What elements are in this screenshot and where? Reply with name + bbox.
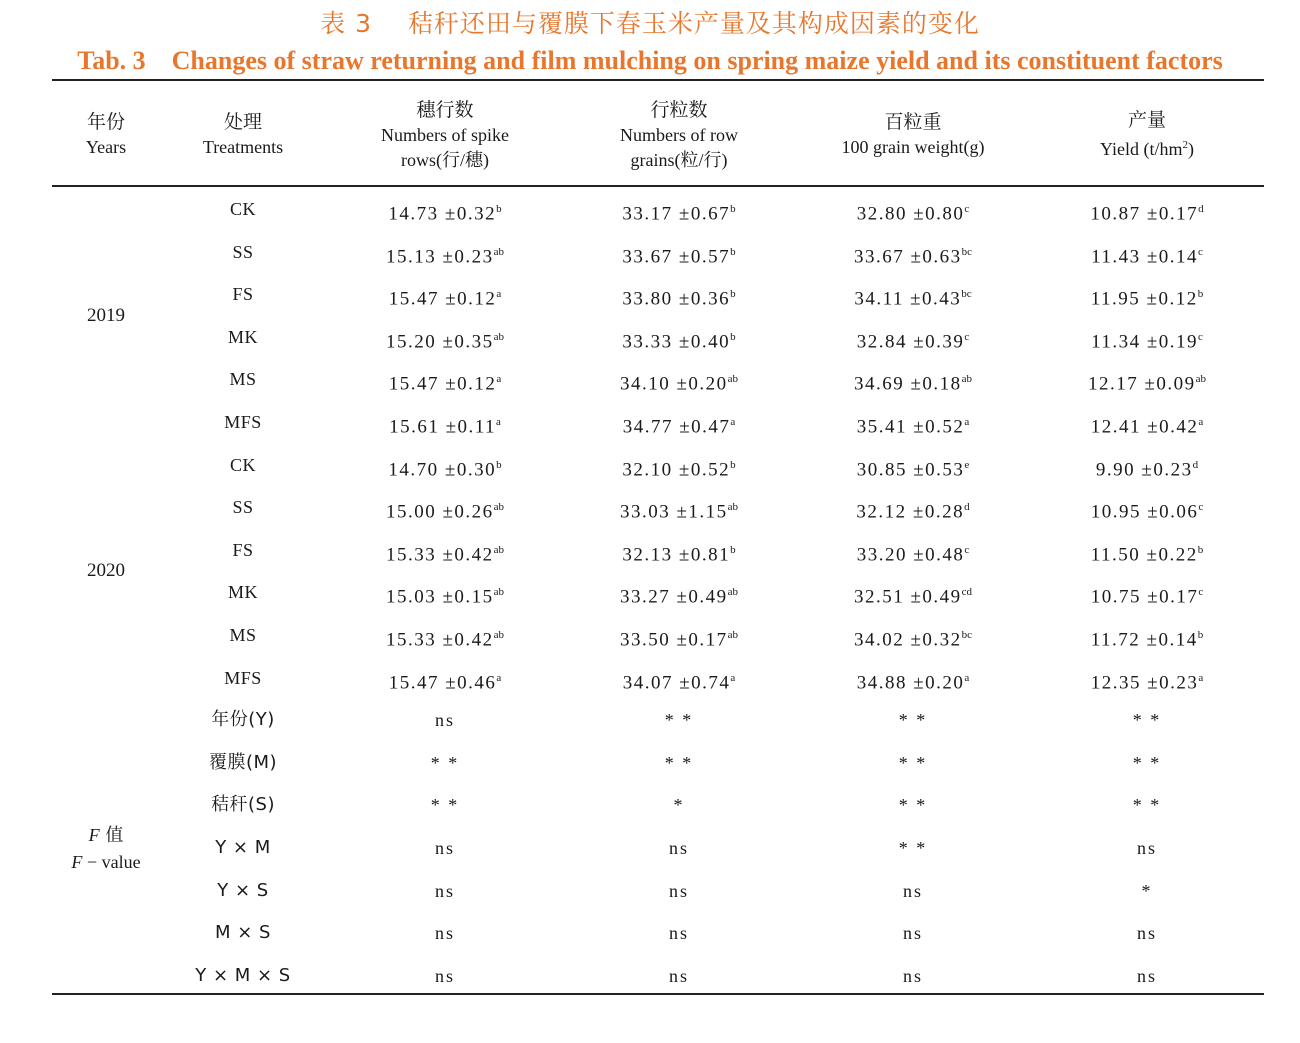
data-cell (1032, 614, 1262, 657)
f-significance: ns (668, 923, 689, 944)
data-cell (330, 316, 560, 359)
data-cell (1032, 358, 1262, 401)
cell-value: 32.80 ±0.80 (856, 203, 965, 225)
cell-value: 32.12 ±0.28 (856, 501, 965, 523)
f-significance: ns (668, 838, 689, 858)
significance-letter: a (496, 671, 502, 684)
cell-value: 33.50 ±0.17 (619, 629, 728, 651)
treatment-label: SS (232, 497, 254, 518)
f-source-label: 秸秆(S) (211, 794, 275, 816)
treatment-label: SS (232, 241, 254, 262)
cell-value: 11.95 ±0.12 (1090, 288, 1198, 310)
f-source-label: 覆膜(M) (208, 751, 278, 773)
cell-value: 15.13 ±0.23 (385, 245, 494, 267)
significance-letter: a (496, 288, 502, 301)
significance-letter: a (496, 416, 501, 428)
cell-value: 15.33 ±0.42 (385, 629, 494, 651)
cell-value: 34.69 ±0.18 (853, 373, 962, 395)
f-significance: * * (1132, 752, 1162, 773)
significance-letter: ab (727, 501, 739, 514)
f-significance: * * (898, 752, 928, 773)
data-cell (798, 401, 1028, 444)
treatment-label: CK (229, 454, 256, 475)
f-significance: * * (898, 838, 928, 858)
top-rule (52, 79, 1264, 81)
significance-letter: ab (493, 543, 505, 556)
significance-letter: a (964, 671, 970, 684)
significance-letter: bc (961, 629, 973, 641)
cell-value: 30.85 ±0.53 (856, 458, 965, 480)
significance-letter: b (730, 458, 736, 471)
significance-letter: b (730, 245, 736, 258)
significance-letter: ab (727, 586, 739, 599)
data-cell (798, 273, 1028, 316)
f-significance: ns (434, 923, 455, 944)
treatment-label: FS (232, 539, 254, 560)
year-label: 2020 (87, 560, 125, 582)
data-cell (330, 529, 560, 572)
significance-letter: c (1198, 501, 1204, 514)
f-significance: * * (898, 795, 928, 816)
f-significance: * * (664, 710, 694, 731)
cell-value: 32.13 ±0.81 (622, 544, 731, 566)
f-significance: ns (668, 965, 689, 986)
significance-letter: b (730, 543, 736, 556)
cell-value: 14.73 ±0.32 (388, 203, 497, 225)
significance-letter: e (964, 458, 970, 471)
f-significance: ns (434, 710, 455, 731)
treatment-label: MFS (224, 667, 262, 688)
data-cell (798, 529, 1028, 572)
table-title-cn (0, 4, 1300, 40)
cell-value: 10.95 ±0.06 (1090, 501, 1199, 523)
f-significance: * * (1132, 795, 1162, 816)
data-cell (1032, 571, 1262, 614)
significance-letter: a (730, 416, 736, 428)
data-cell (1032, 316, 1262, 359)
treatment-label: CK (229, 199, 256, 219)
data-cell (1032, 188, 1262, 231)
header-row-grains: 行粒数 Numbers of row grains(粒/行) (620, 98, 738, 170)
f-significance: * * (664, 752, 694, 773)
data-cell (1032, 444, 1262, 487)
f-significance: ns (434, 965, 455, 986)
cell-value: 10.75 ±0.17 (1090, 586, 1199, 608)
significance-letter: ab (493, 330, 505, 343)
significance-letter: ab (493, 245, 505, 258)
cell-value: 32.51 ±0.49 (853, 586, 962, 608)
cell-value: 15.00 ±0.26 (385, 501, 494, 523)
data-cell (330, 657, 560, 700)
significance-letter: d (1198, 203, 1204, 215)
cell-value: 12.41 ±0.42 (1090, 416, 1199, 438)
cell-value: 15.47 ±0.46 (388, 671, 497, 693)
table-number-cn: 表 3 (320, 9, 373, 38)
cell-value: 33.67 ±0.63 (853, 245, 962, 267)
significance-letter: ab (493, 501, 505, 514)
cell-value: 34.77 ±0.47 (622, 416, 731, 438)
f-significance: ns (902, 965, 923, 986)
significance-letter: ab (727, 373, 739, 386)
significance-letter: ab (493, 586, 505, 599)
data-cell (798, 657, 1028, 700)
treatment-label: MS (229, 369, 257, 390)
f-significance: ns (668, 880, 689, 901)
cell-value: 11.72 ±0.14 (1090, 629, 1198, 651)
table-caption-en: Changes of straw returning and film mulching on spring maize yield and its constituent factors (171, 46, 1223, 75)
significance-letter: b (1197, 629, 1204, 641)
significance-letter: c (1198, 245, 1203, 258)
data-cell (564, 401, 794, 444)
f-significance: ns (1136, 965, 1157, 986)
data-cell (330, 486, 560, 529)
treatment-label: FS (232, 284, 254, 305)
cell-value: 15.47 ±0.12 (388, 288, 497, 310)
cell-value: 15.20 ±0.35 (385, 331, 494, 353)
data-cell (798, 486, 1028, 529)
cell-value: 32.84 ±0.39 (856, 331, 965, 353)
f-significance: * * (898, 710, 928, 731)
data-cell (564, 614, 794, 657)
f-significance: ns (902, 880, 923, 901)
treatment-label: MS (229, 625, 257, 645)
cell-value: 11.43 ±0.14 (1091, 245, 1199, 267)
header-yield: 产量 Yield $(t/hm^2)$ (1100, 109, 1194, 159)
significance-letter: c (1198, 586, 1204, 599)
significance-letter: cd (961, 586, 973, 599)
f-significance: ns (902, 923, 923, 944)
data-cell (564, 486, 794, 529)
cell-value: 15.47 ±0.12 (388, 373, 497, 395)
data-cell (1032, 486, 1262, 529)
table-title-en (0, 46, 1300, 76)
data-cell (564, 188, 794, 231)
data-cell (330, 358, 560, 401)
f-source-label: Y × M (215, 837, 271, 858)
f-source-label: Y × M × S (195, 964, 291, 986)
cell-value: 34.02 ±0.32 (853, 629, 962, 651)
data-cell (1032, 529, 1262, 572)
data-cell (564, 444, 794, 487)
data-cell (564, 358, 794, 401)
cell-value: 33.27 ±0.49 (619, 586, 728, 608)
data-cell (564, 231, 794, 274)
data-cell (564, 273, 794, 316)
cell-value: 34.10 ±0.20 (619, 373, 728, 395)
data-cell (798, 358, 1028, 401)
f-significance: * * (430, 795, 460, 816)
data-cell (564, 657, 794, 700)
cell-value: 9.90 ±0.23 (1095, 458, 1193, 480)
data-cell (1032, 273, 1262, 316)
data-cell (1032, 231, 1262, 274)
data-cell (330, 444, 560, 487)
f-value-label: F 值 F − value (71, 825, 141, 873)
significance-letter: a (730, 671, 736, 684)
treatment-label: MFS (224, 412, 262, 432)
cell-value: 34.88 ±0.20 (856, 671, 965, 693)
significance-letter: b (1197, 543, 1204, 556)
cell-value: 14.70 ±0.30 (388, 458, 497, 480)
data-cell (798, 571, 1028, 614)
data-cell (798, 614, 1028, 657)
cell-value: 34.11 ±0.43 (854, 288, 962, 310)
cell-value: 15.61 ±0.11 (389, 416, 497, 438)
significance-letter: c (964, 203, 970, 215)
data-cell (564, 571, 794, 614)
significance-letter: d (1192, 458, 1199, 471)
significance-letter: ab (1195, 373, 1207, 386)
significance-letter: c (964, 330, 970, 343)
f-source-label: M × S (215, 922, 271, 944)
data-cell (798, 316, 1028, 359)
cell-value: 15.33 ±0.42 (385, 544, 494, 566)
data-cell (798, 188, 1028, 231)
significance-letter: b (730, 203, 736, 215)
data-cell (330, 188, 560, 231)
cell-value: 35.41 ±0.52 (856, 416, 965, 438)
significance-letter: bc (961, 288, 972, 301)
header-year: 年份 Years (85, 111, 127, 157)
significance-letter: b (730, 330, 736, 343)
significance-letter: d (964, 501, 970, 514)
cell-value: 33.20 ±0.48 (856, 544, 965, 566)
data-cell (330, 571, 560, 614)
f-significance: * * (1132, 710, 1162, 731)
data-cell (330, 401, 560, 444)
f-significance: ns (1136, 838, 1157, 858)
significance-letter: ab (727, 629, 739, 641)
cell-value: 11.50 ±0.22 (1090, 544, 1198, 566)
significance-letter: a (1198, 671, 1204, 684)
f-significance: * (1141, 880, 1153, 901)
header-spike-rows: 穗行数 Numbers of spike rows(行/穗) (381, 98, 509, 170)
cell-value: 12.17 ±0.09 (1087, 373, 1196, 395)
significance-letter: ab (961, 373, 973, 386)
cell-value: 33.33 ±0.40 (622, 331, 731, 353)
table-caption-cn: 秸秆还田与覆膜下春玉米产量及其构成因素的变化 (407, 9, 980, 38)
cell-value: 33.03 ±1.15 (619, 501, 728, 523)
cell-value: 10.87 ±0.17 (1090, 203, 1199, 225)
data-cell (330, 614, 560, 657)
table-number-en: Tab. 3 (77, 46, 146, 75)
f-source-label: Y × S (217, 879, 269, 901)
significance-letter: b (730, 288, 736, 301)
data-cell (564, 316, 794, 359)
significance-letter: ab (493, 629, 505, 641)
significance-letter: a (496, 373, 502, 386)
data-cell (798, 444, 1028, 487)
header-grain-weight: 百粒重 100 grain weight(g) (841, 111, 985, 157)
f-significance: * (673, 795, 685, 816)
f-significance: ns (1136, 923, 1157, 944)
f-significance: ns (434, 880, 455, 901)
header-rule (52, 185, 1264, 187)
data-cell (564, 529, 794, 572)
significance-letter: a (964, 416, 970, 428)
significance-letter: b (1197, 288, 1204, 301)
f-significance: * * (430, 752, 460, 773)
significance-letter: b (496, 203, 502, 215)
significance-letter: bc (961, 245, 973, 258)
significance-letter: a (1198, 416, 1204, 428)
cell-value: 33.17 ±0.67 (622, 203, 731, 225)
data-cell (1032, 401, 1262, 444)
cell-value: 33.80 ±0.36 (622, 288, 731, 310)
cell-value: 34.07 ±0.74 (622, 671, 731, 693)
significance-letter: b (496, 458, 502, 471)
cell-value: 12.35 ±0.23 (1090, 671, 1199, 693)
significance-letter: c (964, 543, 970, 556)
header-treatment: 处理 Treatments (202, 111, 284, 157)
cell-value: 33.67 ±0.57 (622, 245, 731, 267)
cell-value: 15.03 ±0.15 (385, 586, 494, 608)
data-cell (1032, 657, 1262, 700)
data-cell (330, 231, 560, 274)
f-significance: ns (434, 838, 455, 858)
data-cell (330, 273, 560, 316)
year-label: 2019 (87, 304, 125, 326)
f-source-label: 年份(Y) (211, 709, 275, 731)
treatment-label: MK (227, 326, 258, 347)
significance-letter: c (1198, 330, 1203, 343)
data-cell (798, 231, 1028, 274)
cell-value: 11.34 ±0.19 (1091, 331, 1199, 353)
cell-value: 32.10 ±0.52 (622, 458, 731, 480)
treatment-label: MK (227, 582, 258, 603)
